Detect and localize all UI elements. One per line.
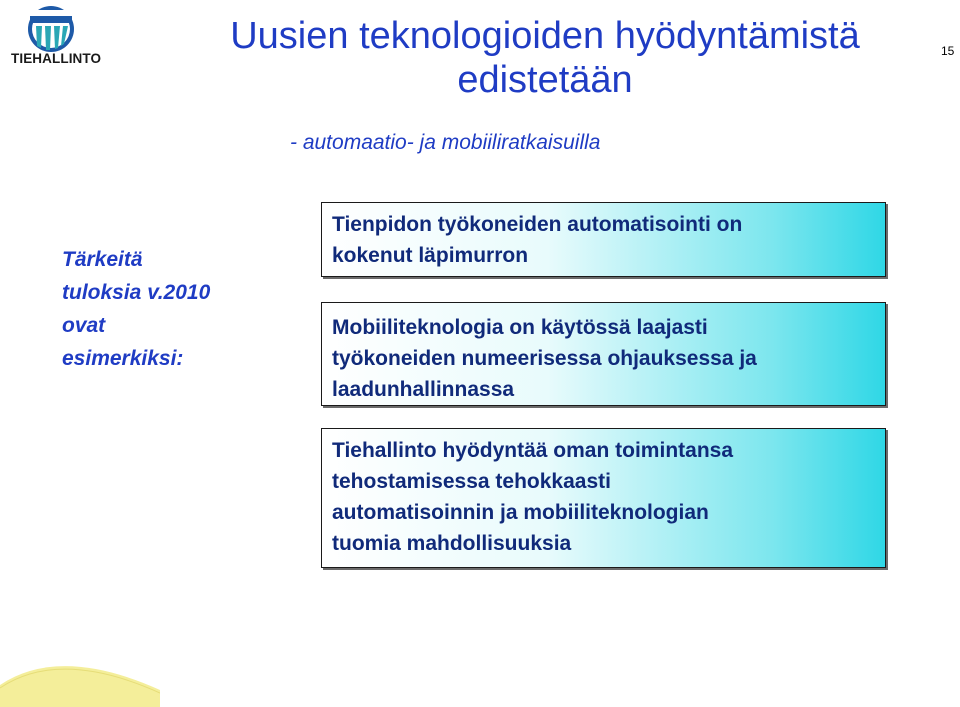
- side-label-line: esimerkiksi:: [62, 347, 184, 370]
- box-line: Tiehallinto hyödyntää oman toimintansa: [332, 439, 733, 462]
- page-title: [150, 14, 940, 102]
- corner-decoration: [0, 640, 160, 707]
- logo-text: TIEHALLINTO: [11, 51, 102, 66]
- side-label: [62, 243, 210, 375]
- subtitle: - automaatio- ja mobiiliratkaisuilla: [290, 131, 601, 154]
- box-line: laadunhallinnassa: [332, 378, 515, 401]
- side-label-line: ovat: [62, 314, 106, 337]
- box-line: tehostamisessa tehokkaasti: [332, 470, 611, 493]
- box-line: automatisoinnin ja mobiiliteknologian: [332, 501, 709, 524]
- side-label-line: Tärkeitä: [62, 248, 143, 271]
- box-line: kokenut läpimurron: [332, 244, 529, 267]
- page-number: 15: [941, 44, 955, 58]
- box-line: työkoneiden numeerisessa ohjauksessa ja: [332, 347, 757, 370]
- title-line-1: Uusien teknologioiden hyödyntämistä: [230, 15, 860, 57]
- title-line-2: edistetään: [457, 59, 633, 101]
- side-label-line: tuloksia v.2010: [62, 281, 211, 304]
- result-box-mobile: [321, 302, 886, 406]
- box-line: tuomia mahdollisuuksia: [332, 532, 572, 555]
- box-line: Mobiiliteknologia on käytössä laajasti: [332, 316, 708, 339]
- result-box-automation: [321, 202, 886, 277]
- box-line: Tienpidon työkoneiden automatisointi on: [332, 213, 743, 236]
- result-box-tiehallinto: [321, 428, 886, 568]
